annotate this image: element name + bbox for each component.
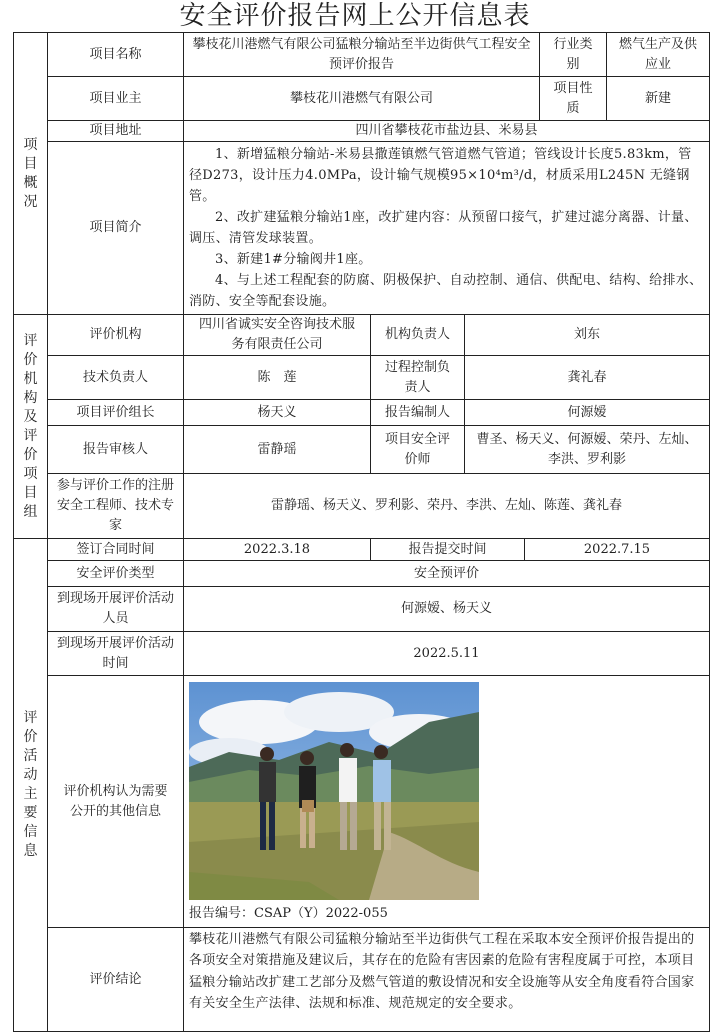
tech-lead-label: 技术负责人 [47, 355, 184, 400]
project-nature-value: 新建 [606, 76, 710, 121]
onsite-staff-label: 到现场开展评价活动人员 [47, 586, 184, 632]
conclusion-label: 评价结论 [47, 927, 184, 1032]
agency-leader-value: 刘东 [464, 314, 710, 356]
project-owner-label: 项目业主 [47, 76, 184, 121]
team-lead-label: 项目评价组长 [47, 399, 184, 426]
project-desc-label: 项目简介 [47, 141, 184, 315]
submit-time-label: 报告提交时间 [370, 538, 525, 561]
process-control-label: 过程控制负责人 [370, 355, 465, 400]
desc-item: 1、新增猛粮分输站-米易县撒莲镇燃气管道燃气管道；管线设计长度5.83km，管径D273，设计压力4.0MPa，设计输气规模95×10⁴m³/d，材质采用L245N 无缝钢管。 [189, 147, 692, 204]
project-address-value: 四川省攀枝花市盐边县、米易县 [183, 120, 710, 142]
project-name-label: 项目名称 [47, 32, 184, 77]
onsite-time-label: 到现场开展评价活动时间 [47, 631, 184, 676]
page-title: 安全评价报告网上公开信息表 [179, 1, 531, 31]
conclusion-value: 攀枝花川港燃气有限公司猛粮分输站至半边街供气工程在采取本安全预评价报告提出的各项安全对策措施及建议后，其存在的危险有害因素的危险有害程度属于可控，本项目猛粮分输站改扩建工艺部分及燃气管道的敷设情况和安全设施等从安全角度看符合国家有关安全生产法律、法规和标准、规范规定的安全要求。 [183, 927, 710, 1032]
project-name-value: 攀枝花川港燃气有限公司猛粮分输站至半边街供气工程安全预评价报告 [183, 32, 540, 77]
onsite-time-value: 2022.5.11 [183, 631, 710, 676]
project-address-label: 项目地址 [47, 120, 184, 142]
report-writer-value: 何源嫒 [464, 399, 710, 426]
section-activity-info [13, 538, 48, 1032]
eval-type-value: 安全预评价 [183, 560, 710, 587]
agency-org-value: 四川省诚实安全咨询技术服务有限责任公司 [183, 314, 371, 356]
reviewer-value: 雷静瑶 [183, 425, 371, 474]
tech-lead-value: 陈 莲 [183, 355, 371, 400]
reviewer-label: 报告审核人 [47, 425, 184, 474]
process-control-value: 龚礼春 [464, 355, 710, 400]
project-owner-value: 攀枝花川港燃气有限公司 [183, 76, 540, 121]
industry-value: 燃气生产及供应业 [606, 32, 710, 77]
contract-time-value: 2022.3.18 [183, 538, 371, 561]
desc-item: 3、新建1#分输阀井1座。 [215, 252, 372, 267]
desc-item: 2、改扩建猛粮分输站1座，改扩建内容：从预留口接气，扩建过滤分离器、计量、调压、清管发球装置。 [189, 210, 698, 246]
report-number: 报告编号：CSAP（Y）2022-055 [189, 906, 388, 921]
project-nature-label: 项目性质 [539, 76, 607, 121]
assessor-value: 曹圣、杨天义、何源嫒、荣丹、左灿、李洪、罗利影 [464, 425, 710, 474]
section-label: 评价活动主要信息 [23, 710, 38, 859]
team-lead-value: 杨天义 [183, 399, 371, 426]
section-label: 项目概况 [23, 136, 38, 210]
project-desc-value [183, 141, 710, 315]
contract-time-label: 签订合同时间 [47, 538, 184, 561]
site-photo [189, 682, 479, 900]
eval-type-label: 安全评价类型 [47, 560, 184, 587]
assessor-label: 项目安全评价师 [370, 425, 465, 474]
section-label: 评价机构及评价项目组 [23, 332, 38, 520]
other-info-label: 评价机构认为需要公开的其他信息 [47, 675, 184, 928]
section-project-overview [13, 32, 48, 315]
report-writer-label: 报告编制人 [370, 399, 465, 426]
other-info-value [183, 675, 710, 928]
engineers-label: 参与评价工作的注册安全工程师、技术专家 [47, 473, 184, 539]
agency-org-label: 评价机构 [47, 314, 184, 356]
agency-leader-label: 机构负责人 [370, 314, 465, 356]
onsite-staff-value: 何源嫒、杨天义 [183, 586, 710, 632]
industry-label: 行业类别 [539, 32, 607, 77]
engineers-value: 雷静瑶、杨天义、罗利影、荣丹、李洪、左灿、陈莲、龚礼春 [183, 473, 710, 539]
section-agency-team [13, 314, 48, 539]
submit-time-value: 2022.7.15 [524, 538, 710, 561]
desc-item: 4、与上述工程配套的防腐、阴极保护、自动控制、通信、供配电、结构、给排水、消防、安全等配套设施。 [189, 273, 703, 309]
